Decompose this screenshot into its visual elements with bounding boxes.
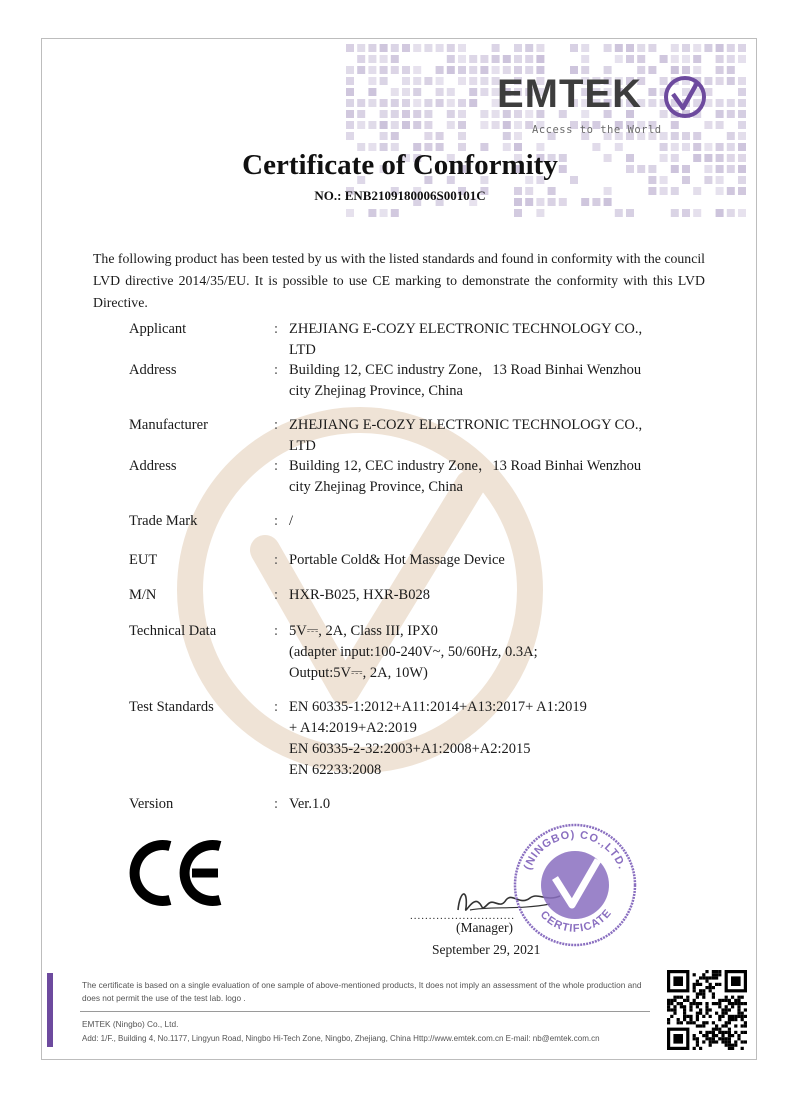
- field-value: [289, 585, 689, 606]
- logo-wordmark: EMTEK: [497, 72, 642, 116]
- value-line: 5V⎓, 2A, Class III, IPX0: [289, 623, 438, 639]
- value-line: + A14:2019+A2:2019: [289, 720, 417, 736]
- qr-code: [667, 970, 747, 1050]
- field-separator: :: [274, 417, 279, 433]
- footer-disclaimer: The certificate is based on a single evaluation of one sample of above-mentioned products, It does not imply an assessment of the whole production and does not permit the use of the test lab. logo .: [82, 980, 642, 1003]
- value-line: EN 62233:2008: [289, 762, 382, 778]
- value-line: Portable Cold& Hot Massage Device: [289, 552, 505, 568]
- field-separator: :: [274, 796, 279, 812]
- value-line: ZHEJIANG E-COZY ELECTRONIC TECHNOLOGY CO.,: [289, 321, 643, 337]
- field-label: EUT: [129, 552, 158, 568]
- value-line: Output:5V⎓, 2A, 10W): [289, 665, 428, 681]
- ce-mark: [128, 838, 224, 908]
- value-line: ZHEJIANG E-COZY ELECTRONIC TECHNOLOGY CO.,: [289, 417, 643, 433]
- signature-line: ............................: [410, 910, 515, 922]
- field-value: [289, 456, 689, 498]
- field-separator: :: [274, 552, 279, 568]
- logo-tagline: Access to the World: [532, 124, 662, 136]
- footer-company: EMTEK (Ningbo) Co., Ltd.: [82, 1019, 179, 1029]
- field-value: [289, 697, 689, 781]
- value-line: EN 60335-2-32:2003+A1:2008+A2:2015: [289, 741, 531, 757]
- value-line: Building 12, CEC industry Zone，13 Road Binhai Wenzhou: [289, 458, 642, 474]
- field-value: [289, 511, 689, 532]
- intro-paragraph: The following product has been tested by us with the listed standards and found in conformity with the council LVD directive 2014/35/EU. It is possible to use CE marking to demonstrate the conformity with this LVD Directive.: [93, 251, 705, 310]
- field-label: M/N: [129, 587, 157, 603]
- field-label: Version: [129, 796, 174, 812]
- footer-address: Add: 1/F., Building 4, No.1177, Lingyun Road, Ningbo Hi-Tech Zone, Ningbo, Zhejiang, China Http://www.emtek.com.cn E-mail: nb@emtek.com.cn: [82, 1034, 600, 1043]
- field-label: Test Standards: [129, 699, 214, 715]
- value-line: (adapter input:100-240V~, 50/60Hz, 0.3A;: [289, 644, 538, 660]
- field-label: Address: [129, 458, 177, 474]
- footer-accent-bar: [47, 973, 53, 1047]
- field-separator: :: [274, 699, 279, 715]
- value-line: Building 12, CEC industry Zone，13 Road Binhai Wenzhou: [289, 362, 642, 378]
- certificate-number: NO.: ENB2109180006S00101C: [314, 188, 486, 203]
- value-line: /: [289, 513, 294, 529]
- field-separator: :: [274, 623, 279, 639]
- value-line: LTD: [289, 342, 316, 358]
- field-separator: :: [274, 458, 279, 474]
- field-value: [289, 621, 689, 684]
- page-title: Certificate of Conformity: [242, 149, 558, 181]
- field-value: [289, 360, 689, 402]
- stamp-top-text: (NINGBO) CO.,LTD.: [521, 828, 629, 872]
- field-label: Trade Mark: [129, 513, 198, 529]
- stamp-bottom-text: CERTIFICATE: [537, 906, 615, 935]
- field-value: [289, 550, 689, 571]
- value-line: HXR-B025, HXR-B028: [289, 587, 430, 603]
- field-label: Applicant: [129, 321, 187, 337]
- field-separator: :: [274, 587, 279, 603]
- value-line: city Zhejinag Province, China: [289, 479, 463, 495]
- field-separator: :: [274, 321, 279, 337]
- value-line: EN 60335-1:2012+A11:2014+A13:2017+ A1:2019: [289, 699, 587, 715]
- field-separator: :: [274, 362, 279, 378]
- footer-divider: [80, 1011, 650, 1012]
- field-value: [289, 415, 689, 457]
- field-label: Manufacturer: [129, 417, 208, 433]
- field-value: [289, 319, 689, 361]
- company-stamp: [510, 820, 640, 950]
- signatory-role: (Manager): [456, 920, 513, 935]
- issue-date: September 29, 2021: [432, 942, 541, 957]
- field-label: Technical Data: [129, 623, 217, 639]
- value-line: LTD: [289, 438, 316, 454]
- field-separator: :: [274, 513, 279, 529]
- value-line: city Zhejinag Province, China: [289, 383, 463, 399]
- field-value: [289, 794, 689, 815]
- value-line: Ver.1.0: [289, 796, 331, 812]
- field-label: Address: [129, 362, 177, 378]
- logo-check-circle-icon: [662, 74, 708, 120]
